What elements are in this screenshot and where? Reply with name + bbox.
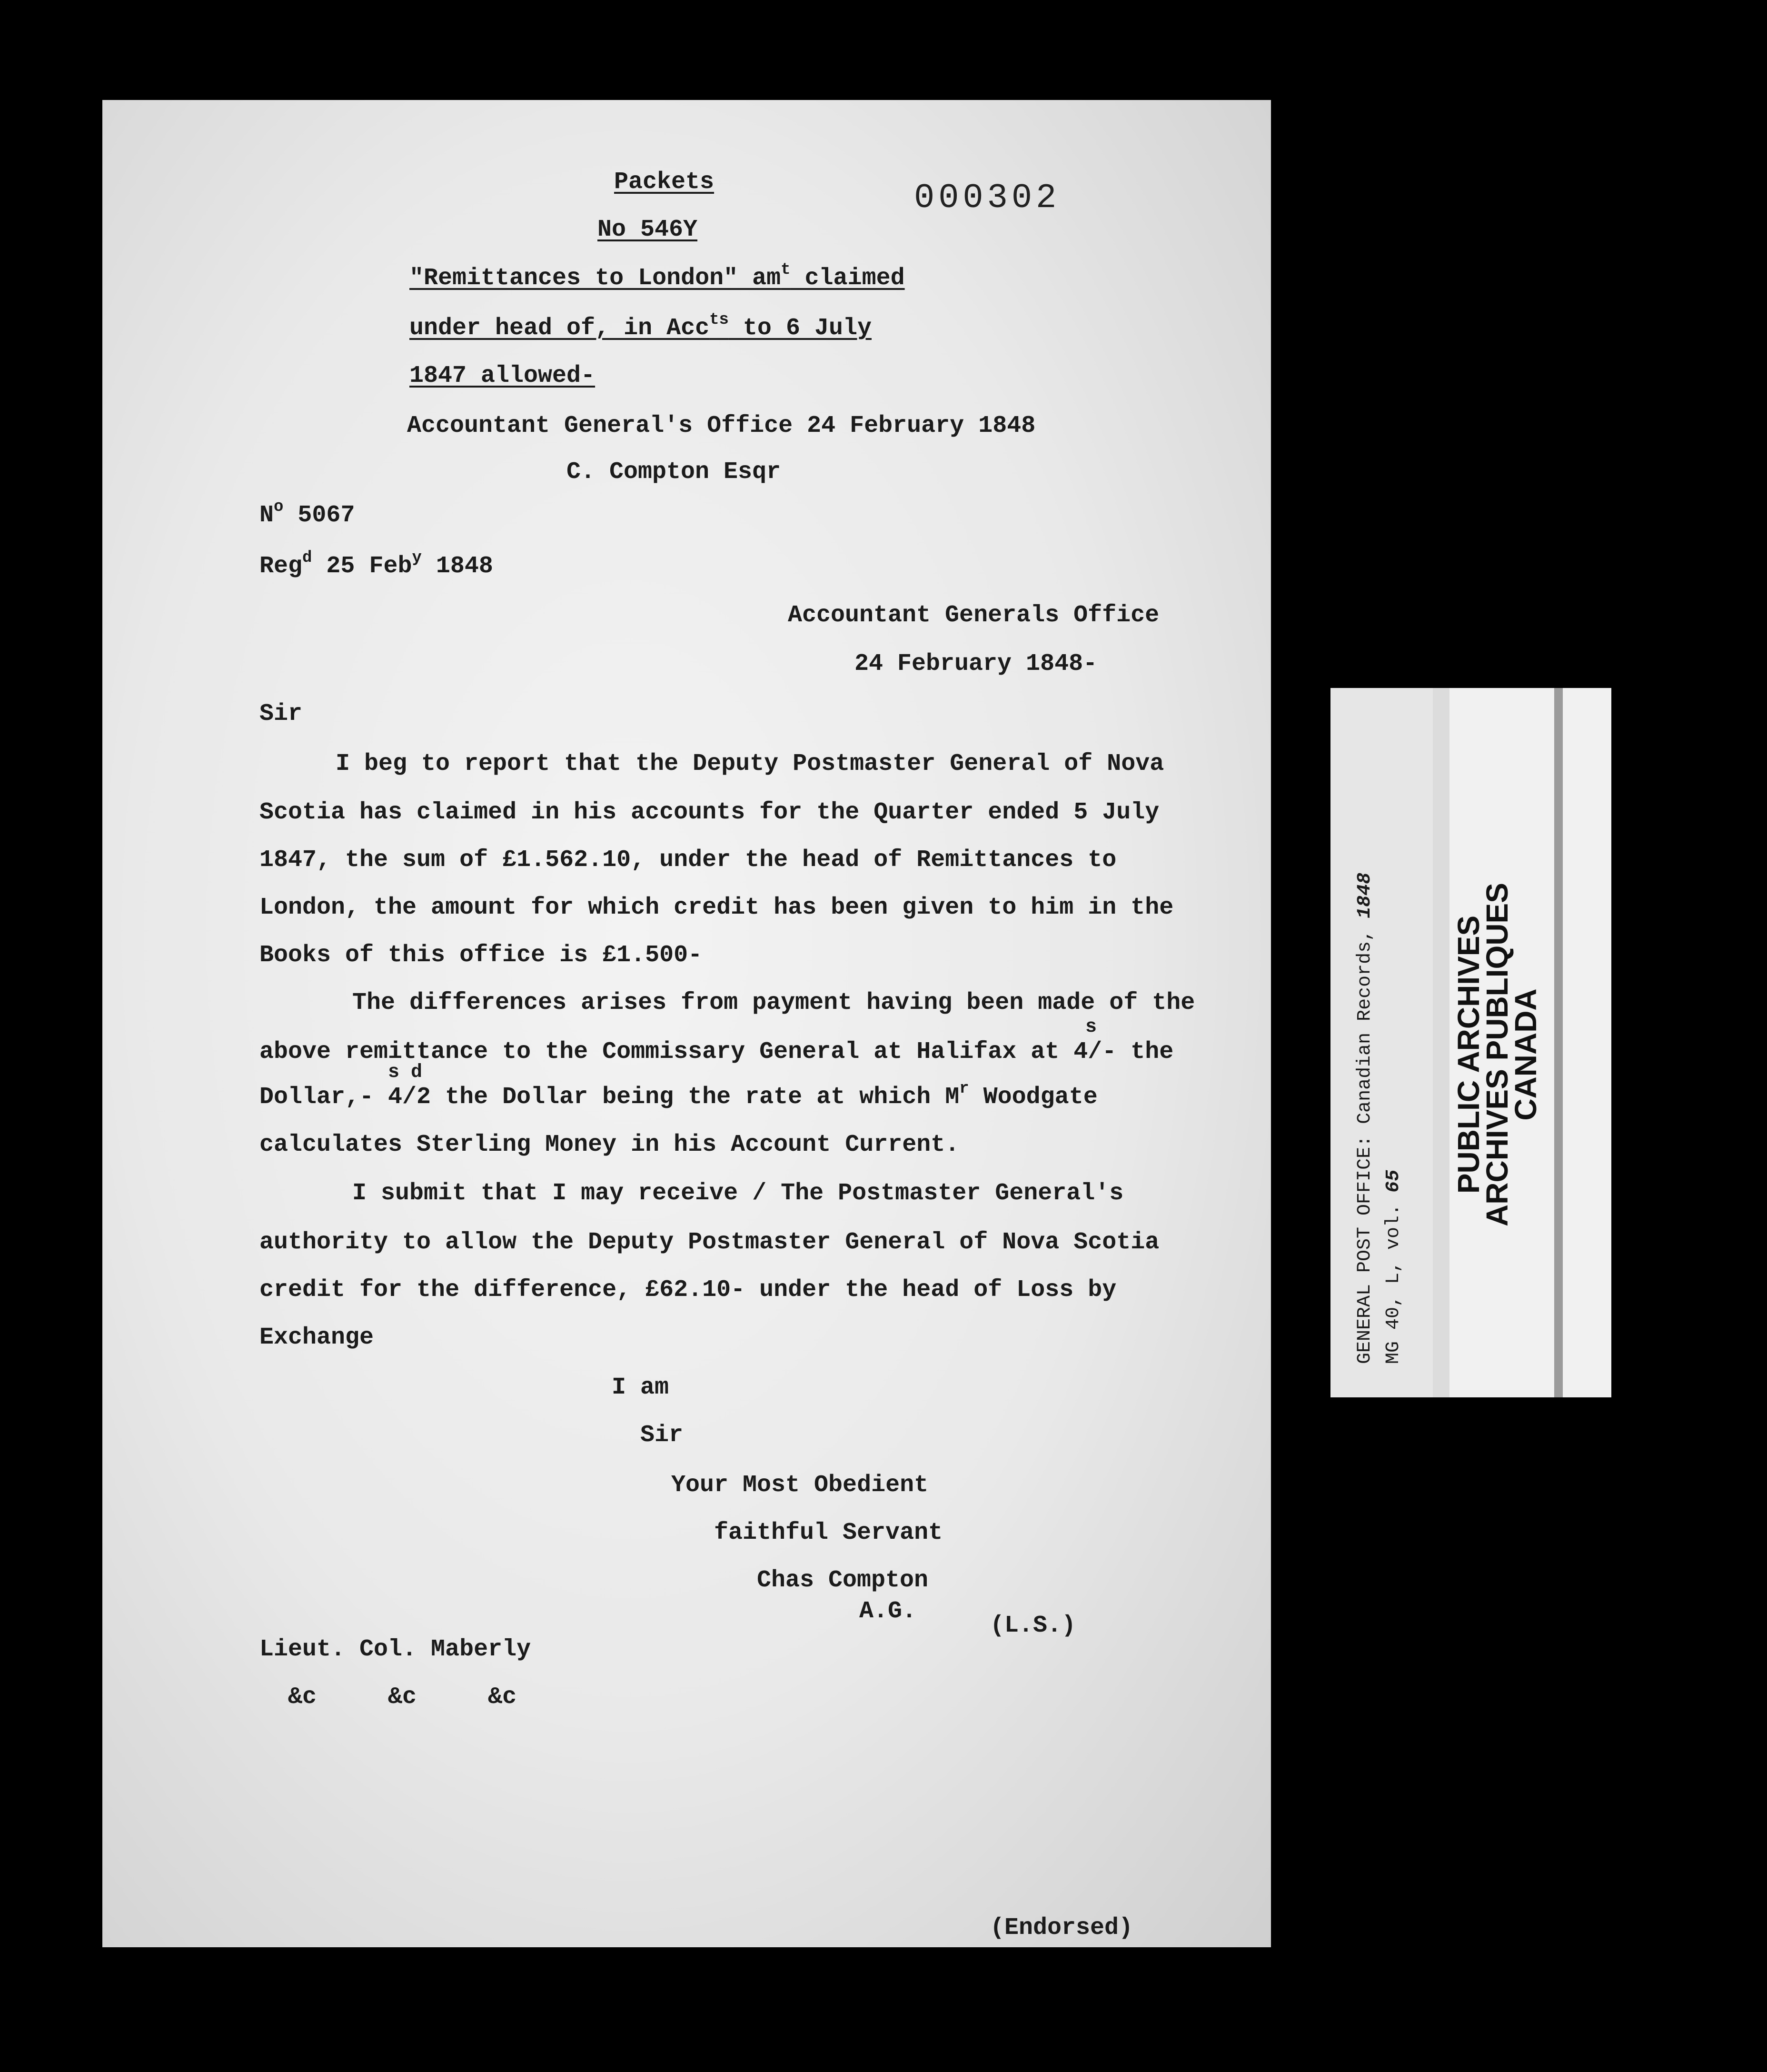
citation-line-1: GENERAL POST OFFICE: Canadian Records, 1848 <box>1354 872 1376 1364</box>
letter-date: 24 February 1848- <box>854 650 1098 677</box>
body-p1-line1: I beg to report that the Deputy Postmaster General of Nova <box>336 750 1164 777</box>
reference-number: $N^o$ 5067 <box>259 498 355 529</box>
closing-obedient: Your Most Obedient <box>671 1472 929 1499</box>
closing-i-am: I am <box>612 1374 669 1401</box>
body-p3-line4: Exchange <box>259 1324 374 1351</box>
citation-label <box>1330 688 1433 1397</box>
body-p3-line3: credit for the difference, £62.10- under the head of Loss by <box>259 1276 1117 1304</box>
institution-name: PUBLIC ARCHIVES ARCHIVES PUBLIQUES CANADA <box>1451 883 1543 1226</box>
closing-faithful: faithful Servant <box>714 1519 943 1546</box>
subject-line-2: under head of, in Acc$^{ts}$ to 6 July <box>409 311 872 342</box>
body-p1-line3: 1847, the sum of £1.562.10, under the head of Remittances to <box>259 847 1117 874</box>
subject-line-1: "Remittances to London" $am^t$ claimed <box>409 261 905 292</box>
shillings-mark: s <box>1085 1016 1097 1038</box>
office-date-line: Accountant General's Office 24 February 1848 <box>407 412 1036 439</box>
signature-name: Chas Compton <box>757 1567 929 1594</box>
packet-number: No 546Y <box>597 216 698 243</box>
recipient-name: Lieut. Col. Maberly <box>259 1636 531 1663</box>
archive-label <box>1330 688 1611 1397</box>
body-p1-line4: London, the amount for which credit has been given to him in the <box>259 894 1174 921</box>
body-p2-line2: above remittance to the Commissary General at Halifax at 4/- the <box>259 1038 1174 1066</box>
packets-heading: Packets <box>614 169 715 196</box>
archive-stamp-number: 000302 <box>914 179 1061 218</box>
subject-line-3: 1847 allowed- <box>409 362 596 389</box>
body-p1-line2: Scotia has claimed in his accounts for the Quarter ended 5 July <box>259 799 1160 826</box>
shillings-pence-mark: s d <box>388 1062 423 1083</box>
sender-office: Accountant Generals Office <box>788 602 1160 629</box>
body-p2-line3: Dollar,- 4/2 the Dollar being the rate at which $M^r$ Woodgate <box>259 1080 1098 1111</box>
body-p3-line1: I submit that I may receive / The Postmaster General's <box>352 1180 1124 1207</box>
letter-page <box>102 100 1271 1947</box>
locus-sigilli: (L.S.) <box>990 1612 1076 1639</box>
label-edge <box>1554 688 1563 1397</box>
institution-label <box>1449 688 1611 1397</box>
salutation: Sir <box>259 700 303 727</box>
endorsed-note: (Endorsed) <box>990 1914 1133 1942</box>
citation-line-2: MG 40, L, vol. 65 <box>1383 1169 1404 1364</box>
addressee-line: C. Compton Esqr <box>566 458 781 486</box>
recipient-etc: &c &c &c <box>288 1684 517 1711</box>
body-p3-line2: authority to allow the Deputy Postmaster General of Nova Scotia <box>259 1229 1160 1256</box>
signature-title: A.G. <box>859 1598 917 1625</box>
registered-date: Reg$^d$ 25 Feb$^y$ 1848 <box>259 549 493 580</box>
body-p2-line4: calculates Sterling Money in his Account Current. <box>259 1131 960 1158</box>
body-p2-line1: The differences arises from payment having been made of the <box>352 989 1195 1016</box>
closing-sir: Sir <box>640 1422 684 1449</box>
body-p1-line5: Books of this office is £1.500- <box>259 942 703 969</box>
